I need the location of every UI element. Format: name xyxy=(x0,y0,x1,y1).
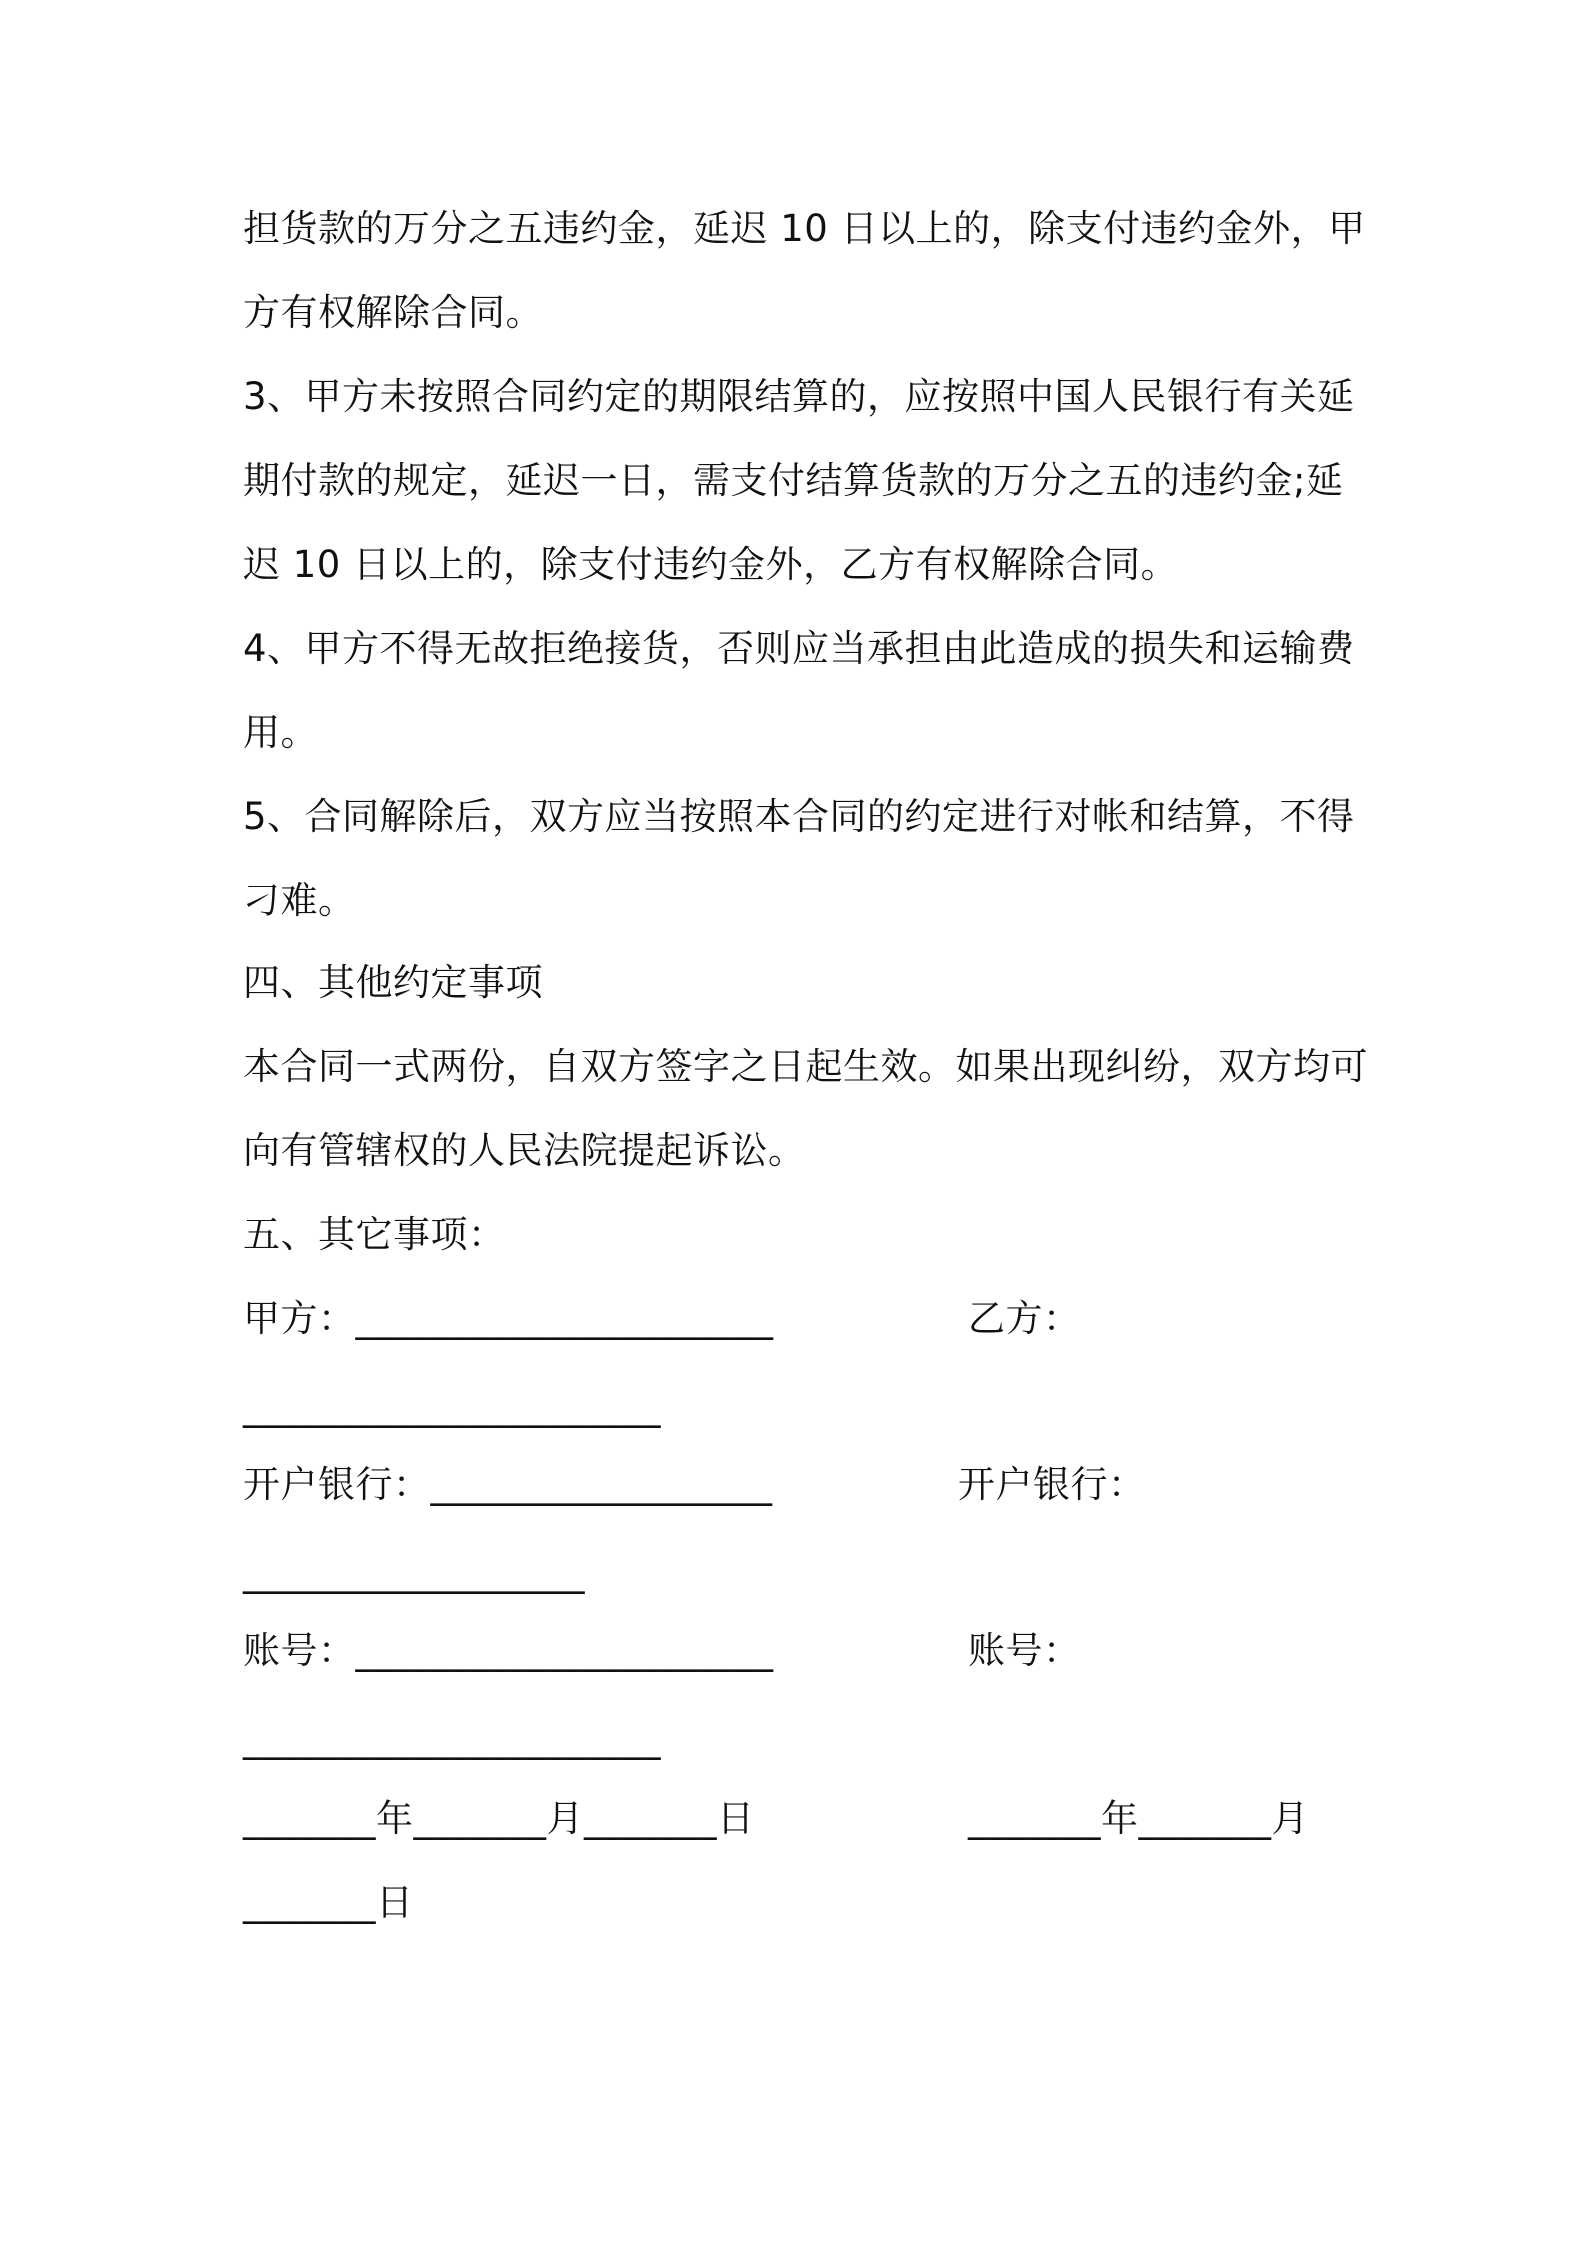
body-line-1: 担货款的万分之五违约金，延迟 10 日以上的，除支付违约金外，甲 xyxy=(243,207,1366,250)
party-a-field: 甲方：______________________ xyxy=(243,1297,774,1340)
section-4-body-line-1: 本合同一式两份，自双方签字之日起生效。如果出现纠纷，双方均可 xyxy=(243,1045,1368,1088)
clause-5-line-1: 5、合同解除后，双方应当按照本合同的约定进行对帐和结算，不得 xyxy=(243,795,1355,838)
account-b-blank: ______________________ xyxy=(243,1717,661,1760)
bank-a-field: 开户银行：__________________ xyxy=(243,1463,773,1506)
account-a-field: 账号：______________________ xyxy=(243,1629,774,1672)
account-b-label: 账号： xyxy=(968,1629,1081,1672)
clause-3-line-1: 3、甲方未按照合同约定的期限结算的，应按照中国人民银行有关延 xyxy=(243,375,1355,418)
clause-3-line-3: 迟 10 日以上的，除支付违约金外，乙方有权解除合同。 xyxy=(243,543,1179,586)
clause-3-line-2: 期付款的规定，延迟一日，需支付结算货款的万分之五的违约金;延 xyxy=(243,459,1344,502)
date-a-field: _______年_______月_______日 xyxy=(243,1797,755,1840)
section-5-heading: 五、其它事项： xyxy=(243,1213,506,1256)
party-b-label: 乙方： xyxy=(968,1297,1081,1340)
clause-4-line-2: 用。 xyxy=(243,711,318,754)
section-4-body-line-2: 向有管辖权的人民法院提起诉讼。 xyxy=(243,1129,806,1172)
date-b-field: _______年_______月 xyxy=(968,1797,1309,1840)
bank-b-blank: __________________ xyxy=(243,1551,585,1594)
clause-4-line-1: 4、甲方不得无故拒绝接货，否则应当承担由此造成的损失和运输费 xyxy=(243,627,1355,670)
clause-5-line-2: 刁难。 xyxy=(243,879,356,922)
body-line-2: 方有权解除合同。 xyxy=(243,291,543,334)
party-b-blank: ______________________ xyxy=(243,1385,661,1428)
bank-b-label: 开户银行： xyxy=(958,1463,1146,1506)
date-b-day: _______日 xyxy=(243,1881,414,1924)
section-4-heading: 四、其他约定事项 xyxy=(243,961,543,1004)
